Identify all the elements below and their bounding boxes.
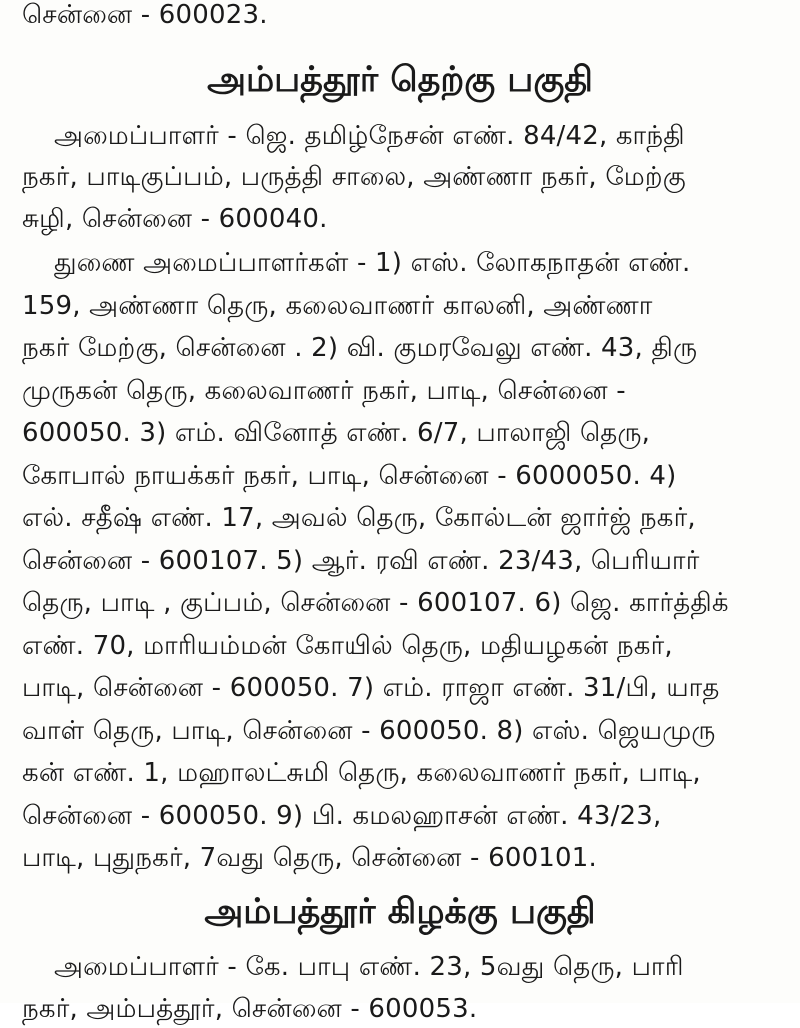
text-line: சென்னை - 600107. 5) ஆர். ரவி எண். 23/43, பெரியார் [22,546,700,576]
text-line: தெரு, பாடி , குப்பம், சென்னை - 600107. 6) ஜெ. கார்த்திக் [22,588,729,618]
text-line: அமைப்பாளர் - ஜெ. தமிழ்நேசன் எண். 84/42, காந்தி [54,121,685,151]
text-line: 600050. 3) எம். வினோத் எண். 6/7, பாலாஜி தெரு, [22,418,651,448]
text-line: சுழி, சென்னை - 600040. [22,204,328,234]
text-line: கோபால் நாயக்கர் நகர், பாடி, சென்னை - 6000050. 4) [22,461,677,491]
text-line: துணை அமைப்பாளர்கள் - 1) எஸ். லோகநாதன் எண். [54,248,691,278]
text-line: பாடி, சென்னை - 600050. 7) எம். ராஜா எண். 31/பி, யாத [22,673,720,703]
text-line: கன் எண். 1, மஹாலட்சுமி தெரு, கலைவாணர் நகர், பாடி, [22,758,701,788]
text-line: வாள் தெரு, பாடி, சென்னை - 600050. 8) எஸ். ஜெயமுரு [22,716,716,746]
text-line: பாடி, புதுநகர், 7வது தெரு, சென்னை - 600101. [22,843,597,873]
text-line: நகர், பாடிகுப்பம், பருத்தி சாலை, அண்ணா நகர், மேற்கு [22,162,686,192]
text-line: 159, அண்ணா தெரு, கலைவாணர் காலனி, அண்ணா [22,291,653,321]
section-heading-ambattur-east: அம்பத்தூர் கிழக்கு பகுதி [204,892,596,932]
text-line: சென்னை - 600023. [22,0,268,30]
section-heading-ambattur-south: அம்பத்தூர் தெற்கு பகுதி [207,60,593,100]
text-line: நகர், அம்பத்தூர், சென்னை - 600053. [22,994,478,1024]
text-line: முருகன் தெரு, கலைவாணர் நகர், பாடி, சென்னை - [22,376,626,406]
text-line: அமைப்பாளர் - கே. பாபு எண். 23, 5வது தெரு, பாரி [54,952,684,982]
text-line: எல். சதீஷ் எண். 17, அவல் தெரு, கோல்டன் ஜார்ஜ் நகர், [22,503,696,533]
text-line: சென்னை - 600050. 9) பி. கமலஹாசன் எண். 43/23, [22,801,662,831]
text-line: நகர் மேற்கு, சென்னை . 2) வி. குமரவேலு எண். 43, திரு [22,333,698,363]
text-line: எண். 70, மாரியம்மன் கோயில் தெரு, மதியழகன் நகர், [22,631,673,661]
